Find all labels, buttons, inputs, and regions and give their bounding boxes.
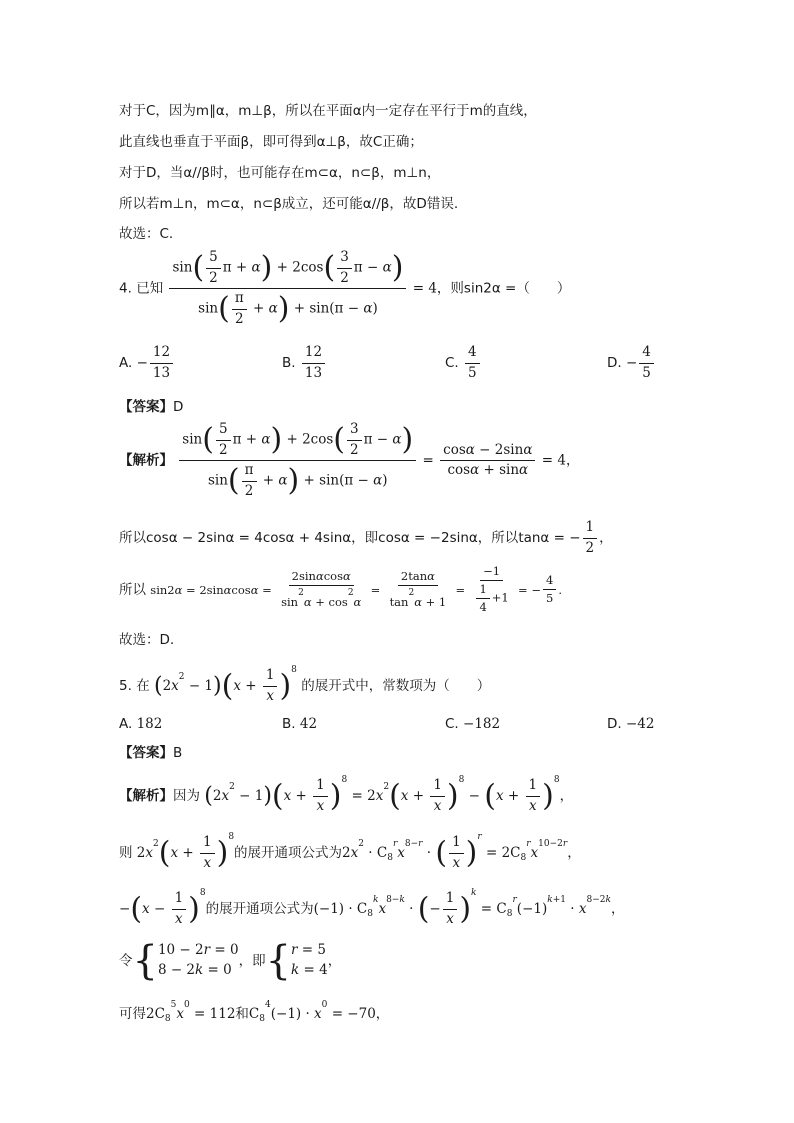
option-b: B. $\frac{12}{13}$ [282,345,327,381]
analysis-5: 【解析】因为 $(2x^2 - 1)(x$ + $\frac{1}{x}$ )$^8 = 2x^2(x$ + $\frac{1}{x}$ )$^8$ − (x + $\frac{1}{x}$ )$^8$， [119,775,574,814]
fraction-expression: sin( $\frac{5}{2}$ π + α) + 2cos( $\frac{3}{2}$ π − α) sin( $\frac{\pi}{2}$ + α) + sin(π − α) [169,250,406,327]
option-d: D. −42 [607,716,655,732]
option-c: C. $\frac{4}{5}$ [445,345,482,381]
option-c: C. −182 [445,716,501,732]
question-number: 4. [119,280,132,297]
text-line-5: 故选：C. [119,226,174,242]
analysis-4-step1: 所以cosα − 2sinα = 4cosα + 4sinα，即cosα = −2sinα，所以tanα = − $\frac{1}{2}$ ， [119,519,613,556]
analysis-5-result: 可得$2C_8^5x^0 = 112$和$C_8^4(-1) \cdot x^0 = -70$， [119,1000,390,1024]
analysis-5-term1: 则 $2x^2(x$ + $\frac{1}{x}$ )$^8$的展开通项公式为$2x^2 \cdot C_8^rx^{8-r}$ · ( $\frac{1}{x}$ )$^r = 2C_8^rx^{10-2r}$， [119,832,581,871]
option-a: A. 182 [119,716,163,732]
option-b: B. 42 [282,716,318,732]
analysis-5-term2: −(x − $\frac{1}{x}$ )$^8$的展开通项公式为$(-1) \cdot C_8^kx^{8-k}$ · (− $\frac{1}{x}$ )$^k = C_8^r(-1)^{k+1} \cdot x^{8-2k}$， [119,888,625,927]
choice-4: 故选：D. [119,632,175,648]
option-d: D. − $\frac{4}{5}$ [607,345,656,381]
question-5: 5. 在 $(2x^2 - 1)(x$ + $\frac{1}{x}$ )$^8$ 的展开式中，常数项为（ ） [119,665,491,704]
analysis-4: 【解析】 sin( $\frac{5}{2}$ π + α) + 2cos( $\frac{3}{2}$ π − α) sin( $\frac{\pi}{2}$ + α) + sin(π − α) = $\frac{\cos\alpha - 2\sin\alpha}{\cos\alpha + \sin\alpha}$ = 4， [119,421,580,499]
text-line-3: 对于D，当α//β时，也可能存在m⊂α，n⊂β，m⊥n， [119,165,441,181]
answer-4: 【答案】D [119,399,184,415]
answer-5: 【答案】B [119,745,183,761]
question-4: 4. 已知 sin( $\frac{5}{2}$ π + α) + 2cos( $\frac{3}{2}$ π − α) sin( $\frac{\pi}{2}$ + α) + sin(π − α) = 4，则sin2α =（ ） [119,249,571,327]
text-line-2: 此直线也垂直于平面β，即可得到α⊥β，故C正确； [119,134,423,150]
analysis-5-system: 令{ 10 − 2r = 0 8 − 2k = 0 ，即{ r = 5 k = 4 ， [119,938,342,984]
option-a: A. − $\frac{12}{13}$ [119,345,175,381]
text-line-4: 所以若m⊥n，m⊂α，n⊂β成立，还可能α//β，故D错误. [119,196,459,212]
analysis-4-step2: 所以 sin2α = 2sinαcosα = $\frac{2\sin\alpha\cos\alpha}{\sin^2\alpha + \cos^2\alpha}$ = $\frac{2\tan\alpha}{\tan^2\alpha + 1}$ = −1 $\frac{1}{4}$ +1 = − $\frac{4}{5}$ . [119,564,562,615]
text-line-1: 对于C，因为m∥α，m⊥β，所以在平面α内一定存在平行于m的直线， [119,103,537,119]
